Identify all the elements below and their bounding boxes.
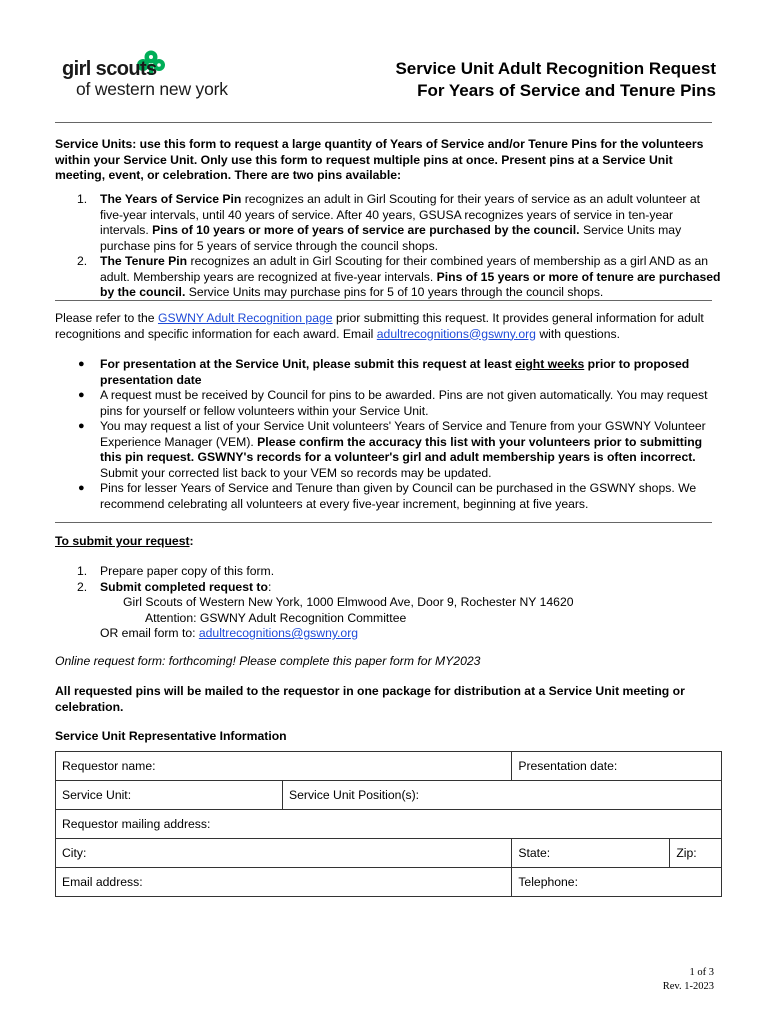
submit-heading	[55, 534, 725, 550]
list-number: 2.	[77, 254, 88, 268]
representative-form	[55, 751, 722, 897]
list-item: 2. Submit completed request to:	[77, 579, 272, 594]
list-item	[55, 564, 725, 580]
intro-paragraph: Service Units: use this form to request a large quantity of Years of Service and/or Tenure Pins for the volunteers within your Service Unit. Only use this form to request multiple pins at once. Present pins at a Service Unit meeting, event, or celebration. There are two pins available:	[55, 137, 704, 182]
notes-bullet-list	[55, 357, 725, 512]
telephone-field[interactable]: Telephone:	[512, 868, 722, 897]
pin-name: The Tenure Pin	[100, 254, 188, 268]
attention-line: Attention: GSWNY Adult Recognition Committee	[145, 610, 407, 625]
logo-text-line1: girl scouts	[62, 58, 157, 80]
bullet-text: Pins for lesser Years of Service and Tenure than given by Council can be purchased in the GSWNY shops. We recommend celebrating all volunteers at every five-year increment, beginning at five years.	[100, 481, 697, 511]
list-item	[55, 254, 725, 301]
page-number: 1 of 3	[689, 967, 714, 978]
bullet-emphasis: Please confirm the accuracy this list with your volunteers prior to submitting this pin request. GSWNY's records for a volunteer's girl and adult membership years is often incorrect.	[100, 434, 703, 464]
requestor-name-field[interactable]: Requestor name:	[56, 752, 512, 781]
title-line-1: Service Unit Adult Recognition Request	[395, 59, 716, 78]
pins-list	[55, 192, 725, 301]
bullet-emphasis: eight weeks	[515, 357, 585, 371]
pin-shop-note: Service Units may purchase pins for 5 years of service through the council shops.	[100, 223, 682, 253]
rep-info-heading: Service Unit Representative Information	[55, 729, 287, 743]
bullet-text: You may request a list of your Service Unit volunteers' Years of Service and Tenure from your GSWNY Volunteer Experience Manager (VEM).	[100, 419, 706, 449]
step-text: Submit completed request to	[100, 579, 268, 594]
step-text: Prepare paper copy of this form.	[100, 564, 275, 578]
email-option	[55, 626, 725, 642]
divider	[55, 300, 712, 301]
divider	[55, 522, 712, 523]
submit-heading-colon: :	[189, 534, 194, 548]
adult-recognition-page-link[interactable]: GSWNY Adult Recognition page	[157, 311, 333, 325]
list-item	[55, 481, 725, 512]
email-address-field[interactable]: Email address:	[56, 868, 512, 897]
gswny-logo	[62, 50, 242, 102]
bullet-icon: ●	[78, 358, 85, 370]
list-item	[55, 388, 725, 419]
bullet-icon: ●	[78, 482, 85, 494]
city-field[interactable]: City:	[56, 839, 512, 868]
page-title	[395, 58, 716, 102]
bullet-text: For presentation at the Service Unit, please submit this request at least	[100, 357, 516, 371]
refer-paragraph	[55, 311, 725, 342]
bullet-icon: ●	[78, 389, 85, 401]
divider	[55, 122, 712, 123]
state-field[interactable]: State:	[512, 839, 670, 868]
list-item	[55, 192, 725, 254]
recognition-email-link[interactable]: adultrecognitions@gswny.org	[376, 326, 536, 341]
list-number: 1.	[77, 564, 88, 578]
list-item	[55, 357, 725, 388]
pin-council-note: Pins of 10 years or more of years of service are purchased by the council.	[152, 223, 580, 237]
logo-text-line2: of western new york	[76, 79, 228, 99]
pin-council-note: Pins of 15 years or more of tenure are purchased by the council.	[100, 269, 721, 299]
pin-description: recognizes an adult in Girl Scouting for their combined years of membership as a girl AND as an adult. Membership years are recognized at five-year intervals.	[100, 254, 709, 284]
online-form-note: Online request form: forthcoming! Please complete this paper form for MY2023	[55, 654, 481, 668]
refer-text: prior submitting this request. It provides general information for adult recognitions and specific information for each award. Email	[55, 311, 704, 341]
list-number: 2.	[77, 579, 88, 594]
pin-description: recognizes an adult in Girl Scouting for their years of service as an adult volunteer at five-year intervals, until 40 years of service. After 40 years, GSUSA recognizes years of service in ten-year intervals.	[100, 192, 700, 237]
submit-steps	[55, 564, 725, 642]
bullet-icon: ●	[78, 420, 85, 432]
page-footer	[663, 966, 714, 994]
mailing-address-field[interactable]: Requestor mailing address:	[56, 810, 722, 839]
title-line-2: For Years of Service and Tenure Pins	[417, 81, 716, 100]
service-unit-field[interactable]: Service Unit:	[56, 781, 283, 810]
submit-email-link[interactable]: adultrecognitions@gswny.org	[198, 626, 359, 640]
presentation-date-field[interactable]: Presentation date:	[512, 752, 722, 781]
mailing-address: Girl Scouts of Western New York, 1000 Elmwood Ave, Door 9, Rochester NY 14620	[123, 595, 574, 609]
submit-heading-text: To submit your request	[55, 534, 190, 548]
service-unit-position-field[interactable]: Service Unit Position(s):	[283, 781, 722, 810]
bullet-text: Submit your corrected list back to your VEM so records may be updated.	[100, 465, 492, 480]
refer-text: Please refer to the	[55, 311, 158, 325]
bullet-text: A request must be received by Council for pins to be awarded. Pins are not given automatically. You may request pins for yourself or fellow volunteers within your Service Unit.	[100, 388, 708, 418]
mailing-note: All requested pins will be mailed to the requestor in one package for distribution at a Service Unit meeting or celebration.	[55, 684, 685, 714]
email-option-text: OR email form to:	[100, 626, 199, 640]
list-number: 1.	[77, 192, 88, 206]
revision-label: Rev. 1-2023	[662, 981, 714, 992]
pin-name: The Years of Service Pin	[100, 192, 242, 206]
pin-shop-note: Service Units may purchase pins for 5 of 10 years through the council shops.	[185, 285, 604, 299]
refer-text: with questions.	[535, 326, 620, 341]
list-item	[55, 419, 725, 481]
zip-field[interactable]: Zip:	[670, 839, 722, 868]
bullet-text: prior to proposed presentation date	[100, 357, 690, 387]
